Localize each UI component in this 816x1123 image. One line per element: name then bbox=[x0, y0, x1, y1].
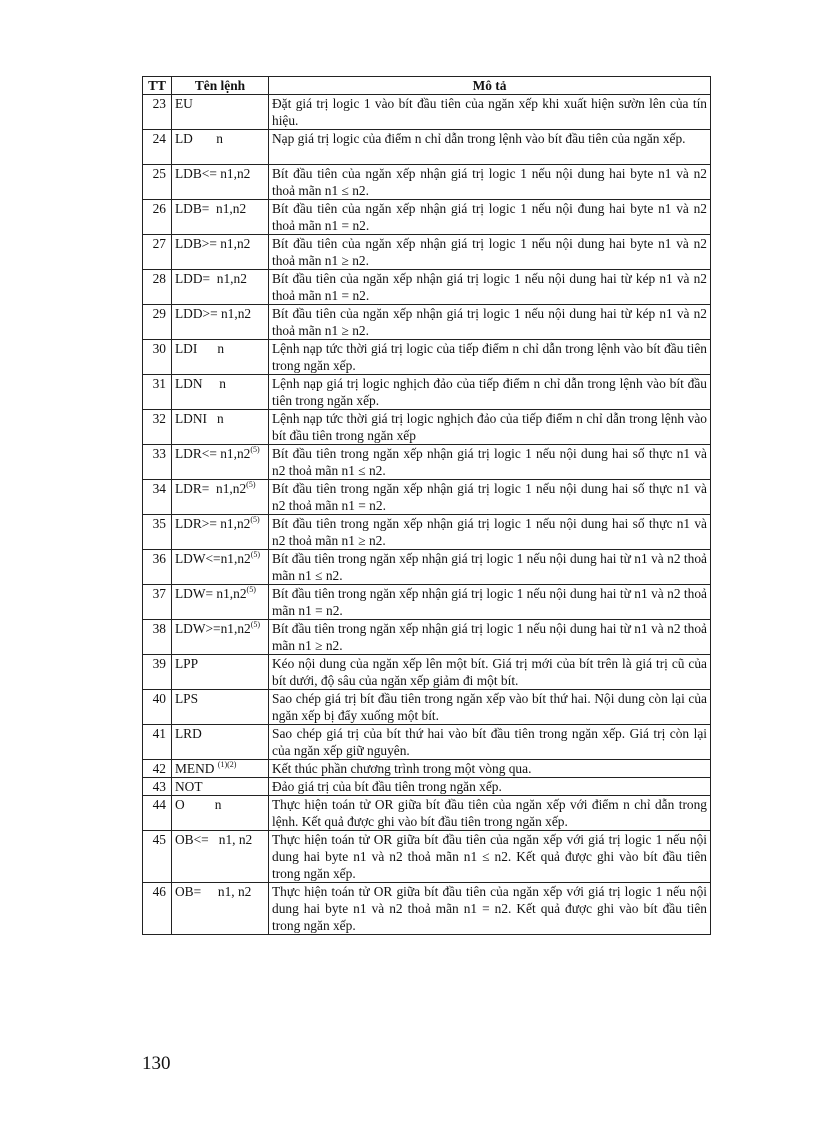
table-row bbox=[143, 550, 711, 585]
command-name-cell bbox=[172, 305, 269, 340]
table-row bbox=[143, 796, 711, 831]
footnote-marker: (5) bbox=[246, 480, 256, 489]
command-name-cell bbox=[172, 340, 269, 375]
command-name-cell bbox=[172, 883, 269, 935]
table-row bbox=[143, 410, 711, 445]
table-row bbox=[143, 620, 711, 655]
table-row bbox=[143, 445, 711, 480]
command-name: LDN n bbox=[175, 376, 226, 391]
instruction-table bbox=[142, 76, 711, 935]
row-number: 33 bbox=[143, 445, 172, 480]
row-number: 36 bbox=[143, 550, 172, 585]
row-number: 30 bbox=[143, 340, 172, 375]
page-number: 130 bbox=[142, 1053, 171, 1074]
table-row bbox=[143, 305, 711, 340]
table-row bbox=[143, 725, 711, 760]
command-description: Bít đầu tiên của ngăn xếp nhận giá trị logic 1 nếu nội dung hai từ kép n1 và n2 thoả mãn n1 = n2. bbox=[269, 270, 711, 305]
footnote-marker: (1)(2) bbox=[217, 760, 237, 769]
command-name: NOT bbox=[175, 779, 203, 794]
command-name: LDW= n1,n2 bbox=[175, 586, 247, 601]
row-number: 32 bbox=[143, 410, 172, 445]
command-name: LD n bbox=[175, 131, 223, 146]
command-name: LDB>= n1,n2 bbox=[175, 236, 251, 251]
row-number: 39 bbox=[143, 655, 172, 690]
command-description: Thực hiện toán tử OR giữa bít đầu tiên của ngăn xếp với giá trị logic 1 nếu nội dung hai byte n1 và n2 thoả mãn n1 ≤ n2. Kết quả được ghi vào bít đầu tiên trong ngăn xếp. bbox=[269, 831, 711, 883]
table-row bbox=[143, 270, 711, 305]
header-tt: TT bbox=[143, 77, 172, 95]
command-description: Kết thúc phần chương trình trong một vòng qua. bbox=[269, 760, 711, 778]
command-description: Sao chép giá trị bít đầu tiên trong ngăn xếp vào bít thứ hai. Nội dung còn lại của ngăn xếp bị đẩy xuống một bít. bbox=[269, 690, 711, 725]
table-row bbox=[143, 130, 711, 165]
table-row bbox=[143, 760, 711, 778]
row-number: 41 bbox=[143, 725, 172, 760]
table-row bbox=[143, 655, 711, 690]
command-name-cell bbox=[172, 515, 269, 550]
command-name: LDNI n bbox=[175, 411, 224, 426]
command-name: LDD>= n1,n2 bbox=[175, 306, 252, 321]
command-description: Bít đầu tiên trong ngăn xếp nhận giá trị logic 1 nếu nội dung hai từ n1 và n2 thoả mãn n1 = n2. bbox=[269, 585, 711, 620]
command-name-cell bbox=[172, 620, 269, 655]
command-description: Bít đầu tiên trong ngăn xếp nhận giá trị logic 1 nếu nội dung hai từ n1 và n2 thoả mãn n1 ≥ n2. bbox=[269, 620, 711, 655]
command-name-cell bbox=[172, 235, 269, 270]
command-description: Bít đầu tiên của ngăn xếp nhận giá trị logic 1 nếu nội đung hai byte n1 và n2 thoả mãn n1 = n2. bbox=[269, 200, 711, 235]
command-name-cell bbox=[172, 725, 269, 760]
row-number: 37 bbox=[143, 585, 172, 620]
table-row bbox=[143, 585, 711, 620]
table-row bbox=[143, 883, 711, 935]
table-row bbox=[143, 95, 711, 130]
command-name: LDI n bbox=[175, 341, 225, 356]
footnote-marker: (5) bbox=[250, 550, 261, 559]
command-description: Nạp giá trị logic của điểm n chỉ dẫn trong lệnh vào bít đầu tiên của ngăn xếp. bbox=[269, 130, 711, 165]
command-description: Bít đầu tiên trong ngăn xếp nhận giá trị logic 1 nếu nội dung hai số thực n1 và n2 thoả mãn n1 = n2. bbox=[269, 480, 711, 515]
command-name: LPS bbox=[175, 691, 199, 706]
row-number: 24 bbox=[143, 130, 172, 165]
command-description: Lệnh nạp giá trị logic nghịch đảo của tiếp điểm n chỉ dẫn trong lệnh vào bít đầu tiên trong ngăn xếp. bbox=[269, 375, 711, 410]
command-name: LDR<= n1,n2 bbox=[175, 446, 251, 461]
command-description: Bít đầu tiên của ngăn xếp nhận giá trị logic 1 nếu nội dung hai byte n1 và n2 thoả mãn n1 ≤ n2. bbox=[269, 165, 711, 200]
command-name-cell bbox=[172, 655, 269, 690]
command-name: LDR>= n1,n2 bbox=[175, 516, 251, 531]
command-name-cell bbox=[172, 585, 269, 620]
footnote-marker: (5) bbox=[246, 585, 256, 594]
row-number: 46 bbox=[143, 883, 172, 935]
command-name: LDD= n1,n2 bbox=[175, 271, 247, 286]
command-description: Đảo giá trị của bít đầu tiên trong ngăn xếp. bbox=[269, 778, 711, 796]
command-description: Thực hiện toán tử OR giữa bít đầu tiên của ngăn xếp với giá trị logic 1 nếu nội dung hai byte n1 và n2 thoả mãn n1 = n2. Kết quả được ghi vào bít đầu tiên trong ngăn xếp. bbox=[269, 883, 711, 935]
table-row bbox=[143, 480, 711, 515]
row-number: 34 bbox=[143, 480, 172, 515]
header-name: Tên lệnh bbox=[172, 77, 269, 95]
command-name: LPP bbox=[175, 656, 199, 671]
table-row bbox=[143, 165, 711, 200]
command-description: Đặt giá trị logic 1 vào bít đầu tiên của ngăn xếp khi xuất hiện sườn lên của tín hiệu. bbox=[269, 95, 711, 130]
header-desc: Mô tả bbox=[269, 77, 711, 95]
table-row bbox=[143, 778, 711, 796]
row-number: 40 bbox=[143, 690, 172, 725]
row-number: 44 bbox=[143, 796, 172, 831]
table-body bbox=[143, 95, 711, 935]
row-number: 23 bbox=[143, 95, 172, 130]
row-number: 26 bbox=[143, 200, 172, 235]
command-name-cell bbox=[172, 480, 269, 515]
command-name: LDW<=n1,n2 bbox=[175, 551, 251, 566]
row-number: 42 bbox=[143, 760, 172, 778]
command-description: Lệnh nạp tức thời giá trị logic của tiếp điểm n chỉ dẫn trong lệnh vào bít đầu tiên trong ngăn xếp. bbox=[269, 340, 711, 375]
command-name-cell bbox=[172, 375, 269, 410]
command-name: O n bbox=[175, 797, 222, 812]
command-description: Bít đầu tiên trong ngăn xếp nhận giá trị logic 1 nếu nội dung hai số thực n1 và n2 thoả mãn n1 ≤ n2. bbox=[269, 445, 711, 480]
command-name-cell bbox=[172, 831, 269, 883]
footnote-marker: (5) bbox=[250, 620, 261, 629]
command-name: LRD bbox=[175, 726, 202, 741]
command-name-cell bbox=[172, 550, 269, 585]
row-number: 43 bbox=[143, 778, 172, 796]
command-description: Bít đầu tiên của ngăn xếp nhận giá trị logic 1 nếu nội dung hai byte n1 và n2 thoả mãn n1 ≥ n2. bbox=[269, 235, 711, 270]
row-number: 25 bbox=[143, 165, 172, 200]
table-row bbox=[143, 235, 711, 270]
row-number: 29 bbox=[143, 305, 172, 340]
command-name-cell bbox=[172, 410, 269, 445]
command-name: OB= n1, n2 bbox=[175, 884, 252, 899]
command-description: Bít đầu tiên trong ngăn xếp nhận giá trị logic 1 nếu nội dung hai số thực n1 và n2 thoả mãn n1 ≥ n2. bbox=[269, 515, 711, 550]
command-name: LDB<= n1,n2 bbox=[175, 166, 251, 181]
command-description: Bít đầu tiên của ngăn xếp nhận giá trị logic 1 nếu nội dung hai từ kép n1 và n2 thoả mãn n1 ≥ n2. bbox=[269, 305, 711, 340]
command-name-cell bbox=[172, 760, 269, 778]
command-name-cell bbox=[172, 778, 269, 796]
command-description: Sao chép giá trị của bít thứ hai vào bít đầu tiên trong ngăn xếp. Giá trị còn lại của ngăn xếp giữ nguyên. bbox=[269, 725, 711, 760]
command-name-cell bbox=[172, 95, 269, 130]
command-name: EU bbox=[175, 96, 193, 111]
row-number: 38 bbox=[143, 620, 172, 655]
command-name-cell bbox=[172, 690, 269, 725]
command-name-cell bbox=[172, 200, 269, 235]
command-name: LDW>=n1,n2 bbox=[175, 621, 251, 636]
row-number: 28 bbox=[143, 270, 172, 305]
row-number: 45 bbox=[143, 831, 172, 883]
command-name: OB<= n1, n2 bbox=[175, 832, 253, 847]
table-header-row bbox=[143, 77, 711, 95]
table-row bbox=[143, 340, 711, 375]
command-name: MEND bbox=[175, 761, 218, 776]
footnote-marker: (5) bbox=[250, 515, 260, 524]
command-description: Lệnh nạp tức thời giá trị logic nghịch đảo của tiếp điểm n chỉ dẫn trong lệnh vào bít đầu tiên trong ngăn xếp bbox=[269, 410, 711, 445]
command-name-cell bbox=[172, 165, 269, 200]
row-number: 31 bbox=[143, 375, 172, 410]
table-row bbox=[143, 690, 711, 725]
command-name-cell bbox=[172, 445, 269, 480]
row-number: 27 bbox=[143, 235, 172, 270]
footnote-marker: (5) bbox=[250, 445, 260, 454]
command-name-cell bbox=[172, 130, 269, 165]
table-row bbox=[143, 375, 711, 410]
command-description: Bít đầu tiên trong ngăn xếp nhận giá trị logic 1 nếu nội dung hai từ n1 và n2 thoả mãn n1 ≤ n2. bbox=[269, 550, 711, 585]
command-name-cell bbox=[172, 270, 269, 305]
command-name: LDR= n1,n2 bbox=[175, 481, 247, 496]
command-name: LDB= n1,n2 bbox=[175, 201, 247, 216]
command-description: Kéo nội dung của ngăn xếp lên một bít. Giá trị mới của bít trên là giá trị cũ của bít dưới, độ sâu của ngăn xếp giảm đi một bít. bbox=[269, 655, 711, 690]
table-row bbox=[143, 515, 711, 550]
table-row bbox=[143, 200, 711, 235]
command-name-cell bbox=[172, 796, 269, 831]
command-description: Thực hiện toán tử OR giữa bít đầu tiên của ngăn xếp với điểm n chỉ dẫn trong lệnh. Kết quả được ghi vào bít đầu tiên trong ngăn xếp. bbox=[269, 796, 711, 831]
table-row bbox=[143, 831, 711, 883]
row-number: 35 bbox=[143, 515, 172, 550]
